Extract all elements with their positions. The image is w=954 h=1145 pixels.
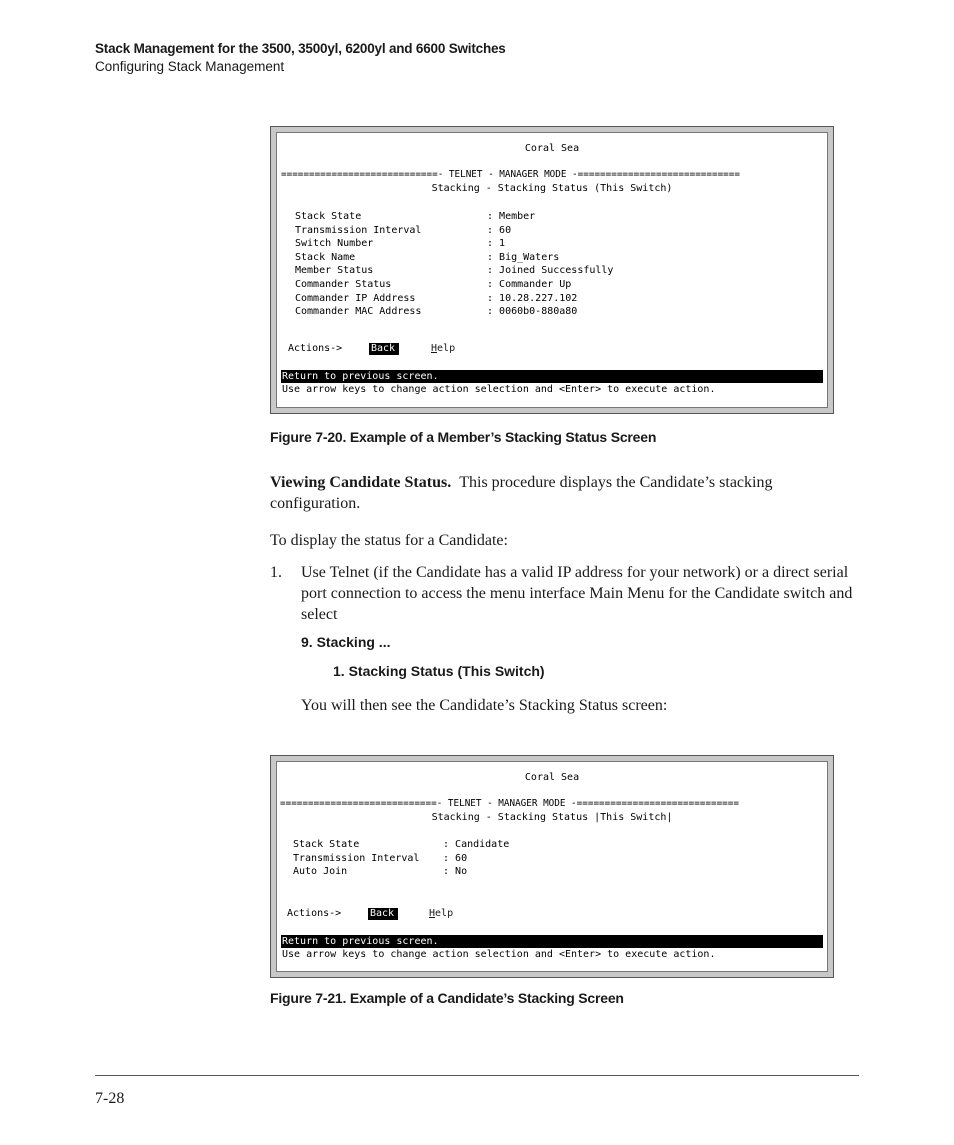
field-value: : Joined Successfully	[487, 265, 614, 276]
terminal-hostname: Coral Sea	[524, 143, 580, 154]
field-value: : No	[443, 866, 468, 877]
running-header-title: Stack Management for the 3500, 3500yl, 6200yl and 6600 Switches	[95, 41, 506, 56]
field-label: Transmission Interval	[295, 225, 422, 236]
actions-label: Actions->	[288, 343, 343, 354]
terminal-screen-title: Stacking - Stacking Status |This Switch|	[431, 812, 673, 823]
result-text: You will then see the Candidate’s Stacking Status screen:	[301, 697, 668, 714]
candidate-status-screenshot	[270, 755, 834, 978]
terminal-screen-title: Stacking - Stacking Status (This Switch)	[431, 183, 673, 194]
hint-line: Use arrow keys to change action selection and <Enter> to execute action.	[282, 384, 716, 395]
field-label: Commander Status	[295, 279, 392, 290]
status-bar: Return to previous screen.	[281, 935, 823, 948]
field-label: Transmission Interval	[293, 853, 420, 864]
field-label: Commander MAC Address	[295, 306, 422, 317]
status-bar: Return to previous screen.	[281, 370, 823, 383]
terminal-mode-line: ============================- TELNET - MANAGER MODE -=============================	[281, 169, 740, 180]
help-button[interactable]: Help	[429, 908, 454, 919]
figure-caption: Figure 7-21. Example of a Candidate’s Stacking Screen	[270, 990, 624, 1006]
step-text: Use Telnet (if the Candidate has a valid IP address for your network) or a direct serial port connection to access the menu interface Main Menu for the Candidate switch and select	[301, 564, 853, 623]
section-heading: Viewing Candidate Status.	[270, 474, 452, 491]
figure-caption: Figure 7-20. Example of a Member’s Stacking Status Screen	[270, 429, 657, 445]
terminal-screen	[276, 761, 828, 972]
field-value: : 60	[443, 853, 468, 864]
field-label: Commander IP Address	[295, 293, 416, 304]
back-button[interactable]: Back	[369, 343, 399, 355]
step-number: 1.	[270, 564, 282, 581]
footer-divider	[95, 1075, 859, 1076]
field-label: Member Status	[295, 265, 374, 276]
menu-path-stacking: 9. Stacking ...	[301, 634, 391, 650]
field-label: Switch Number	[295, 238, 374, 249]
running-header-subtitle: Configuring Stack Management	[95, 59, 285, 74]
terminal-mode-line: ============================- TELNET - MANAGER MODE -=============================	[280, 798, 739, 809]
field-value: : Big_Waters	[487, 252, 560, 263]
field-value: : Member	[487, 211, 536, 222]
field-value: : 0060b0-880a80	[487, 306, 578, 317]
back-button[interactable]: Back	[368, 908, 398, 920]
field-label: Stack State	[293, 839, 360, 850]
field-label: Auto Join	[293, 866, 348, 877]
field-value: : 1	[487, 238, 506, 249]
actions-label: Actions->	[287, 908, 342, 919]
menu-path-stacking-status: 1. Stacking Status (This Switch)	[333, 663, 545, 679]
section-intro	[270, 472, 840, 514]
terminal-hostname: Coral Sea	[524, 772, 580, 783]
help-button[interactable]: Help	[431, 343, 456, 354]
field-value: : 60	[487, 225, 512, 236]
field-value: : 10.28.227.102	[487, 293, 578, 304]
section-intro-text: This procedure displays the Candidate’s stacking configuration.	[270, 474, 773, 512]
field-value: : Candidate	[443, 839, 510, 850]
instruction-text: To display the status for a Candidate:	[270, 532, 508, 549]
field-label: Stack Name	[295, 252, 356, 263]
hint-line: Use arrow keys to change action selection and <Enter> to execute action.	[282, 949, 716, 960]
terminal-screen	[276, 132, 828, 408]
page-number: 7-28	[95, 1090, 125, 1107]
field-label: Stack State	[295, 211, 362, 222]
member-status-screenshot	[270, 126, 834, 414]
field-value: : Commander Up	[487, 279, 572, 290]
